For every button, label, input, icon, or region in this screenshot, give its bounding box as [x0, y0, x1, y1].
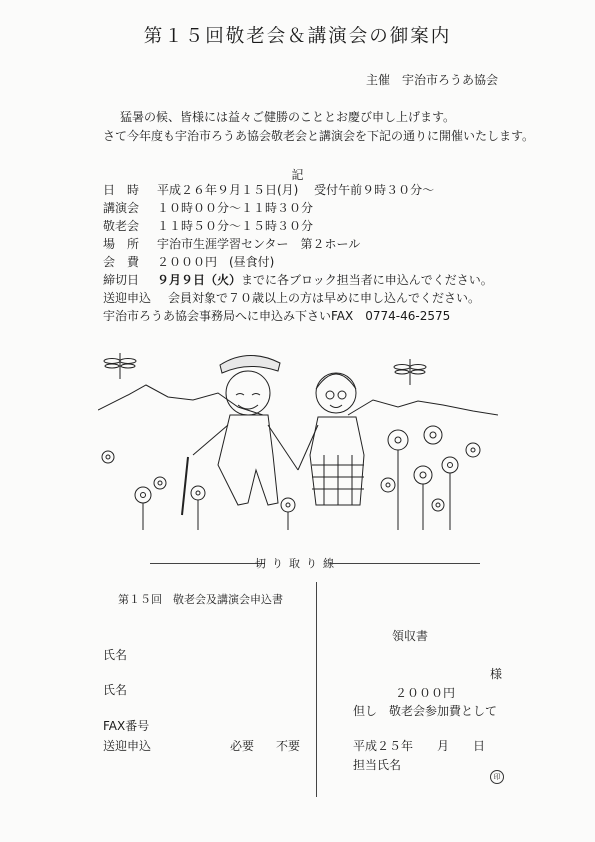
place-value: 宇治市生涯学習センター 第２ホール — [157, 237, 361, 251]
dragonfly-icon — [104, 353, 136, 379]
seal-icon: 印 — [490, 770, 504, 784]
old-woman-figure — [298, 373, 364, 505]
place-label: 場 所 — [103, 237, 140, 251]
cut-line-label: 切り取り線 — [255, 557, 340, 570]
receipt-date: 平成２５年 月 日 — [353, 739, 486, 753]
receipt-amount: ２０００円 — [395, 686, 456, 700]
elderly-couple-illustration — [98, 345, 498, 535]
form-title: 第１５回 敬老会及講演会申込書 — [118, 593, 283, 606]
date-label: 日 時 — [103, 183, 140, 197]
sponsor: 主催 宇治市ろうあ協会 — [366, 73, 499, 87]
form-divider — [316, 582, 317, 797]
fee-value: ２０００円 (昼食付) — [157, 255, 275, 269]
fee-label: 会 費 — [103, 255, 140, 269]
name-label-1: 氏名 — [103, 648, 128, 662]
pickup-not-needed-option: 不要 — [276, 739, 301, 753]
keirou-label: 敬老会 — [103, 219, 140, 233]
receipt-title: 領収書 — [392, 629, 429, 643]
receipt-honorific: 様 — [490, 667, 503, 681]
receipt-note: 但し 敬老会参加費として — [353, 704, 498, 718]
pickup-needed-option: 必要 — [230, 739, 255, 753]
receipt-staff: 担当氏名 — [353, 758, 402, 772]
pickup-label: 送迎申込 — [103, 291, 152, 305]
deadline-date: ９月９日（火） — [157, 273, 242, 287]
contact-line: 宇治市ろうあ協会事務局へに申込み下さいFAX 0774-46-2575 — [103, 309, 451, 323]
deadline-text: までに各ブロック担当者に申込んでください。 — [241, 273, 493, 287]
cut-line-right — [330, 563, 480, 564]
fax-label: FAX番号 — [103, 719, 150, 733]
deadline-value — [157, 271, 493, 288]
page-title: 第１５回敬老会＆講演会の御案内 — [143, 26, 452, 47]
ki-heading: 記 — [291, 168, 304, 182]
deadline-label: 締切日 — [103, 273, 140, 287]
greeting-line-1: 猛暑の候、皆様には益々ご健勝のこととお慶び申し上げます。 — [120, 110, 456, 124]
date-value: 平成２６年９月１５日(月) 受付午前９時３０分～ — [157, 183, 435, 197]
pickup-form-label: 送迎申込 — [103, 739, 152, 753]
greeting-line-2: さて今年度も宇治市ろうあ協会敬老会と講演会を下記の通りに開催いたします。 — [103, 129, 535, 143]
pickup-value: 会員対象で７０歳以上の方は早めに申し込んでください。 — [168, 291, 481, 305]
name-label-2: 氏名 — [103, 683, 128, 697]
keirou-value: １１時５０分～１５時３０分 — [157, 219, 314, 233]
dragonfly-icon — [394, 359, 426, 385]
cosmos-flowers — [102, 426, 480, 530]
lecture-label: 講演会 — [103, 201, 140, 215]
lecture-value: １０時００分～１１時３０分 — [157, 201, 314, 215]
